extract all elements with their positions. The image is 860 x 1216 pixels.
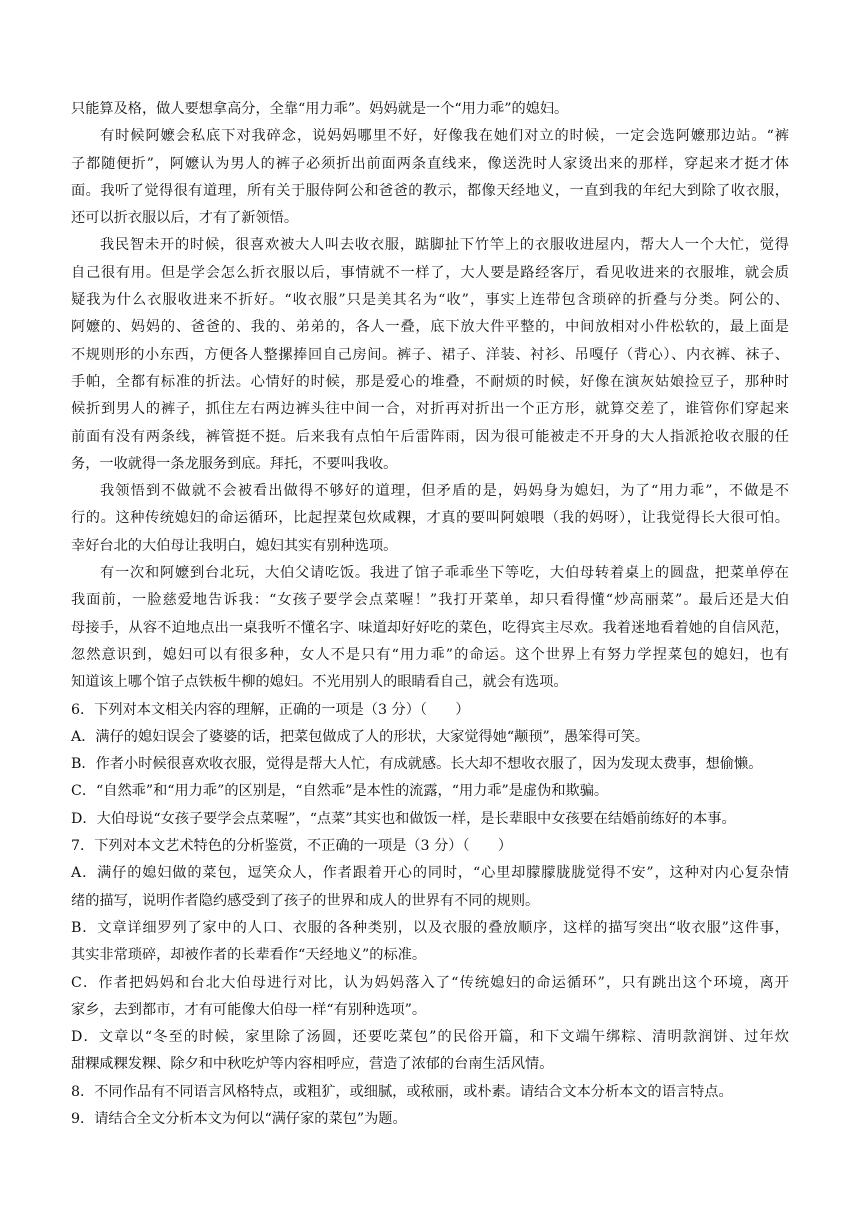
question-line: B．文章详细罗列了家中的人口、衣服的各种类别，以及衣服的叠放顺序，这样的描写突出“收衣服”这件事， [71, 919, 789, 936]
passage-line: 只能算及格，做人要想拿高分，全靠“用力乖”。妈妈就是一个“用力乖”的媳妇。 [71, 101, 569, 117]
question-line: A．满仔的媳妇误会了婆婆的话，把菜包做成了人的形状，大家觉得她“颟顸”，愚笨得可笑。 [71, 728, 650, 745]
passage-line: 幸好台北的大伯母让我明白，媳妇其实有别种选项。 [71, 537, 398, 554]
passage-line: 手帕，全都有标准的折法。心情好的时候，那是爱心的堆叠，不耐烦的时候，好像在演灰姑娘捡豆子，那种时 [71, 373, 789, 390]
passage-line: 我民智未开的时候，很喜欢被大人叫去收衣服，踮脚扯下竹竿上的衣服收进屋内，帮大人一个大忙，觉得 [100, 237, 789, 254]
passage-line: 知道该上哪个馆子点铁板牛柳的媳妇。不光用别人的眼睛看自己，就会有选项。 [71, 674, 568, 691]
passage-line: 务，一收就得一条龙服务到底。拜托，不要叫我收。 [71, 455, 398, 472]
question-line: 7．下列对本文艺术特色的分析鉴赏，不正确的一项是（3 分）（ ） [71, 838, 513, 855]
question-line: 绪的描写，说明作者隐约感受到了孩子的世界和成人的世界有不同的规则。 [71, 892, 540, 909]
question-line: C．“自然乖”和“用力乖”的区别是，“自然乖”是本性的流露，“用力乖”是虚伪和欺骗。 [71, 783, 609, 800]
questions-section [71, 697, 789, 1134]
question-line: 家乡，去到都市，才有可能像大伯母一样“有别种选项”。 [71, 1001, 427, 1018]
question-line: 9．请结合全文分析本文为何以“满仔家的菜包”为题。 [71, 1110, 407, 1127]
passage-line: 我领悟到不做就不会被看出做得不够好的道理，但矛盾的是，妈妈身为媳妇，为了“用力乖”，不做是不 [100, 483, 789, 500]
passage-line: 忽然意识到，媳妇可以有很多种，女人不是只有“用力乖”的命运。这个世界上有努力学捏菜包的媳妇，也有 [71, 646, 789, 663]
passage-line: 有一次和阿嬷到台北玩，大伯父请吃饭。我进了馆子乖乖坐下等吃，大伯母转着桌上的圆盘，把菜单停在 [100, 565, 789, 582]
question-line: 6．下列对本文相关内容的理解，正确的一项是（3 分）（ ） [71, 701, 470, 718]
passage-line: 还可以折衣服以后，才有了新领悟。 [71, 210, 299, 227]
passage-line: 子都随便折”，阿嬷认为男人的裤子必须折出前面两条直线来，像送洗时人家烫出来的那样，穿起来才挺才体 [71, 155, 789, 172]
passage [71, 96, 789, 697]
question-line: 甜粿咸粿发粿、除夕和中秋吃炉等内容相呼应，营造了浓郁的台南生活风情。 [71, 1056, 554, 1073]
question-line: A．满仔的媳妇做的菜包，逗笑众人，作者跟着开心的同时，“心里却朦朦胧胧觉得不安”，这种对内心复杂情 [71, 865, 789, 882]
passage-line: 行的。这种传统媳妇的命运循环，比起捏菜包炊咸粿，才真的要叫阿娘喂（我的妈呀），让我觉得长大很可怕。 [71, 510, 789, 527]
passage-line: 我面前，一脸慈爱地告诉我：“女孩子要学会点菜喔！”我打开菜单，却只看得懂“炒高丽菜”。最后还是大伯 [71, 592, 789, 609]
question-line: C．作者把妈妈和台北大伯母进行对比，认为妈妈落入了“传统媳妇的命运循环”，只有跳出这个环境，离开 [71, 974, 789, 991]
question-line: B．作者小时候很喜欢收衣服，觉得是帮大人忙，有成就感。长大却不想收衣服了，因为发现太费事，想偷懒。 [71, 756, 763, 773]
passage-line: 母接手，从容不迫地点出一桌我听不懂名字、味道却好好吃的菜色，吃得宾主尽欢。我着迷地看着她的自信风范， [71, 619, 789, 636]
passage-line: 自己很有用。但是学会怎么折衣服以后，事情就不一样了，大人要是路经客厅，看见收进来的衣服堆，就会质 [71, 264, 789, 281]
question-line: 其实非常琐碎，却被作者的长辈看作“天经地义”的标准。 [71, 947, 427, 964]
passage-line: 阿嬷的、妈妈的、爸爸的、我的、弟弟的，各人一叠，底下放大件平整的，中间放相对小件松软的，最上面是 [71, 319, 789, 336]
passage-line: 面。我听了觉得很有道理，所有关于服侍阿公和爸爸的教示，都像天经地义，一直到我的年纪大到除了收衣服， [71, 182, 789, 199]
question-line: 8．不同作品有不同语言风格特点，或粗犷，或细腻，或秾丽，或朴素。请结合文本分析本文的语言特点。 [71, 1083, 733, 1100]
question-line: D．文章以“冬至的时候，家里除了汤圆，还要吃菜包”的民俗开篇，和下文端午绑粽、清明款润饼、过年炊 [71, 1029, 789, 1046]
passage-line: 不规则形的小东西，方便各人整摞捧回自己房间。裤子、裙子、洋装、衬衫、吊嘎仔（背心）、内衣裤、袜子、 [71, 346, 789, 363]
passage-line: 疑我为什么衣服收进来不折好。“收衣服”只是美其名为“收”，事实上连带包含琐碎的折叠与分类。阿公的、 [71, 292, 789, 309]
passage-line: 有时候阿嬷会私底下对我碎念，说妈妈哪里不好，好像我在她们对立的时候，一定会选阿嬷那边站。“裤 [100, 128, 789, 145]
passage-line: 候折到男人的裤子，抓住左右两边裤头往中间一合，对折再对折出一个正方形，就算交差了，谁管你们穿起来 [71, 401, 789, 418]
question-line: D．大伯母说“女孩子要学会点菜喔”，“点菜”其实也和做饭一样，是长辈眼中女孩要在结婚前练好的本事。 [71, 810, 736, 827]
passage-line: 前面有没有两条线，裤管挺不挺。后来我有点怕午后雷阵雨，因为很可能被走不开身的大人指派抢收衣服的任 [71, 428, 789, 445]
